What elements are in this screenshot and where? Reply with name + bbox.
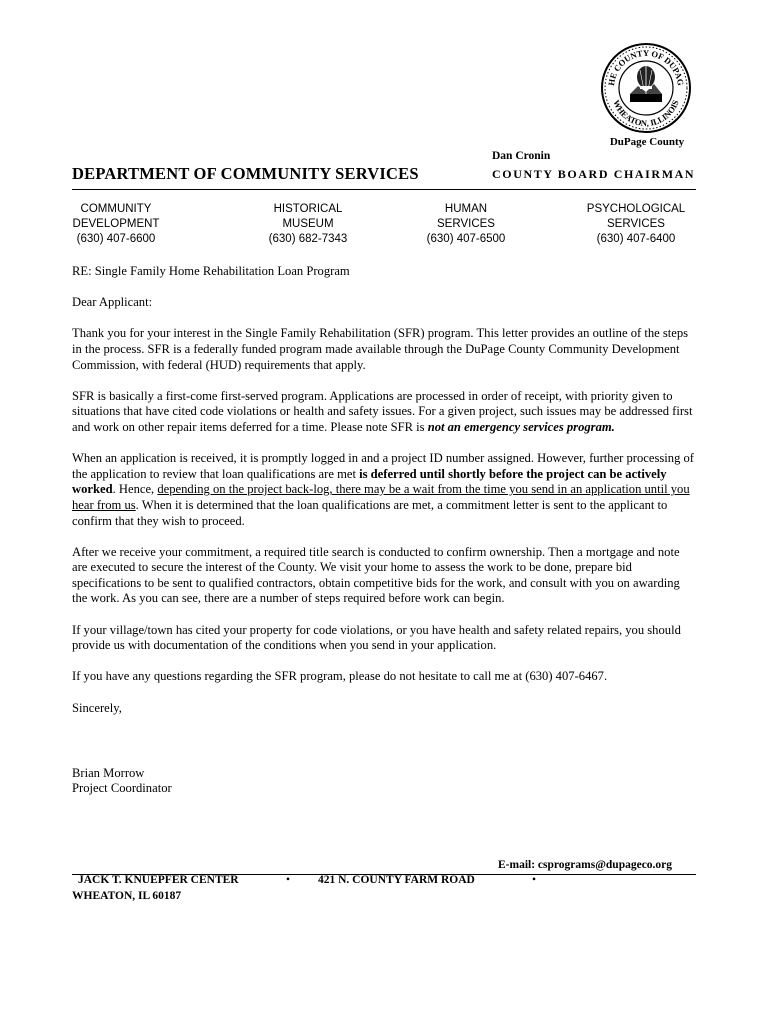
division-community-development: [72, 202, 160, 247]
paragraph-first-come: [72, 389, 696, 436]
deferred-notice: is deferred until shortly before the project can be actively worked: [72, 466, 667, 497]
division-line2: SERVICES: [437, 218, 495, 230]
emergency-notice: not an emergency services program.: [427, 419, 615, 434]
processing-text-c: . When it is determined that the loan qualifications are met, a commitment letter is sent to the applicant to confirm that they wish to proceed.: [72, 497, 668, 528]
signer-name: Brian Morrow: [72, 765, 145, 780]
paragraph-commitment: After we receive your commitment, a required title search is conducted to confirm ownership. Then a mortgage and note are executed to secure the interest of the County. We visit your home to assess the work to be done, prepare bid specifications to be sent to qualified contractors, obtain competitive bids for the work, and consult with you on awarding the work. As you can see, there are a number of steps required before work can begin.: [72, 544, 680, 606]
footer-bullet: •: [532, 874, 537, 886]
division-human-services: [416, 202, 516, 247]
county-seal: [600, 42, 692, 134]
seal-ring-top-text: HE COUNTY OF DUPAG: [606, 47, 686, 87]
signature-space: [72, 732, 696, 766]
processing-text-a: When an application is received, it is promptly logged in and a project ID number assigned. However, further processing of the application to review that loan qualifications are met: [72, 451, 695, 481]
division-line1: PSYCHOLOGICAL: [586, 203, 686, 215]
division-historical-museum: [258, 202, 358, 247]
division-line1: COMMUNITY: [80, 203, 152, 215]
paragraph-first-come-text: SFR is basically a first-come first-served program. Applications are processed in order of receipt, with priority given to situations that have cited code violations or health and safety issues. For a given project, such issues may be addressed first and work on other repair items deferred for a time. Please note SFR is: [72, 388, 693, 434]
paragraph-questions: If you have any questions regarding the SFR program, please do not hesitate to call me at (630) 407-6467.: [72, 669, 608, 684]
division-line2: DEVELOPMENT: [72, 218, 160, 230]
footer-street: 421 N. COUNTY FARM ROAD: [318, 874, 475, 886]
department-title: DEPARTMENT OF COMMUNITY SERVICES: [72, 164, 419, 183]
processing-text-b: . Hence,: [112, 482, 158, 497]
division-line1: HISTORICAL: [273, 203, 343, 215]
division-line2: MUSEUM: [282, 218, 334, 230]
division-phone: (630) 407-6500: [426, 233, 506, 245]
footer-bullet: •: [286, 874, 291, 886]
signer-title: Project Coordinator: [72, 781, 172, 796]
division-psychological-services: [576, 202, 696, 247]
division-phone: (630) 407-6400: [596, 233, 676, 245]
seal-caption: DuPage County: [609, 136, 685, 148]
chairman-name: Dan Cronin: [492, 150, 551, 162]
seal-ring-bottom-text: WHEATON, ILLINOIS: [611, 98, 681, 129]
wait-notice: depending on the project back-log, there may be a wait from the time you send in an application until you hear from us: [72, 482, 690, 512]
paragraph-code-violations: If your village/town has cited your property for code violations, or you have health and safety related repairs, you should provide us with documentation of the conditions when you send in your application.: [72, 622, 681, 653]
chairman-title: COUNTY BOARD CHAIRMAN: [492, 167, 696, 181]
division-phone: (630) 407-6600: [76, 233, 156, 245]
footer-building: JACK T. KNUEPFER CENTER: [78, 874, 239, 886]
division-phone: (630) 682-7343: [268, 233, 348, 245]
letter-body: [72, 264, 696, 797]
footer-city: WHEATON, IL 60187: [72, 890, 182, 902]
footer-email: E-mail: csprograms@dupageco.org: [498, 859, 673, 871]
divisions-row: [72, 202, 696, 250]
salutation: Dear Applicant:: [72, 295, 153, 310]
division-line2: SERVICES: [607, 218, 665, 230]
re-line: RE: Single Family Home Rehabilitation Loan Program: [72, 264, 350, 278]
closing: Sincerely,: [72, 700, 122, 715]
county-seal-icon: [600, 42, 692, 134]
header-divider: [72, 189, 696, 190]
paragraph-intro: Thank you for your interest in the Single Family Rehabilitation (SFR) program. This letter provides an outline of the steps in the process. SFR is a federally funded program made available through the DuPage County Community Development Commission, with federal (HUD) requirements that apply.: [72, 326, 689, 372]
paragraph-processing: [72, 451, 696, 529]
division-line1: HUMAN: [444, 203, 488, 215]
